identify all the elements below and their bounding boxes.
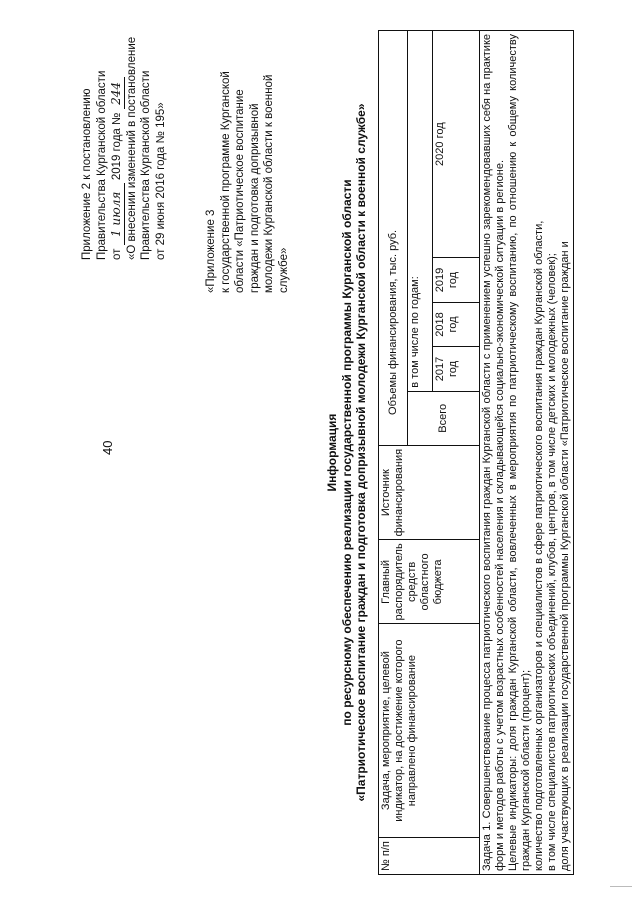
appendix-3-line-3: области «Патриотическое воспитание bbox=[234, 89, 246, 293]
indicator-4-text: доля участвующих в реализации государственной программы Курганской области «Патриотическое воспитание граждан и bbox=[559, 241, 571, 871]
handwritten-date: 1 июля bbox=[109, 183, 125, 245]
appendix-2-prefix: от bbox=[111, 248, 123, 260]
task-1-cell bbox=[480, 31, 574, 875]
header-source: Источник финансирования bbox=[379, 445, 480, 539]
appendix-2-line-1: Приложение 2 к постановлению bbox=[81, 88, 93, 260]
title-line-3: «Патриотическое воспитание граждан и подготовка допризывной молодежи Курганской области к военной службе» bbox=[354, 103, 368, 802]
header-year-2018: 2018 год bbox=[433, 302, 480, 346]
task-1-row bbox=[480, 31, 574, 875]
document-title bbox=[325, 30, 369, 875]
header-total: Всего bbox=[408, 391, 480, 445]
scan-edge-mark bbox=[610, 882, 632, 887]
handwritten-number: 244 bbox=[109, 77, 125, 109]
appendix-3-line-2: к государственной программе Курганской bbox=[219, 71, 232, 293]
appendix-3-line-1: «Приложение 3 bbox=[205, 209, 217, 293]
header-by-years: в том числе по годам: bbox=[408, 31, 433, 392]
appendix-2-line-5: Правительства Курганской области bbox=[140, 70, 152, 260]
header-number: № п/п bbox=[379, 837, 480, 874]
header-year-2019: 2019 год bbox=[433, 258, 480, 302]
header-year-2020: 2020 год bbox=[433, 31, 480, 258]
title-line-2: по ресурсному обеспечению реализации государственной программы Курганской области bbox=[339, 179, 354, 726]
appendix-2-mid: 2019 года № bbox=[111, 112, 123, 181]
funding-table bbox=[378, 30, 574, 875]
header-task: Задача, мероприятие, целевой индикатор, на достижение которого направлено финансирование bbox=[379, 624, 480, 837]
title-line-1: Информация bbox=[325, 413, 339, 492]
appendix-3-line-6: службе» bbox=[277, 247, 290, 293]
appendix-2-line-2: Правительства Курганской области bbox=[95, 70, 108, 260]
appendix-3-header bbox=[204, 33, 291, 293]
header-year-2017: 2017 год bbox=[433, 347, 480, 391]
appendix-3-line-5: молодежи Курганской области к военной bbox=[263, 74, 275, 293]
indicators-text: Целевые индикаторы: доля граждан Курганской области, вовлеченных в мероприятия по патриотическому воспитанию, по отношению к общему количеству граждан Курганской области (процент); bbox=[507, 34, 532, 871]
header-admin: Главный распорядитель средств областного бюджета bbox=[379, 540, 480, 624]
appendix-2-line-6: от 29 июня 2016 года № 195» bbox=[154, 102, 167, 260]
page-number: 40 bbox=[100, 440, 115, 455]
indicator-3-text: в том числе специалистов патриотических объединений, клубов, центров, в том числе детских и молодежных (человек); bbox=[546, 253, 558, 871]
task-1-text: Задача 1. Совершенствование процесса патриотического воспитания граждан Курганской области с применением успешно зарекомендовавших себя на практике форм и методов работы с учетом возрастных особенностей населения и складывающейся социально-экономической ситуации в регионе. bbox=[481, 34, 506, 871]
header-volume: Объемы финансирования, тыс. руб. bbox=[379, 31, 408, 446]
appendix-3-line-4: граждан и подготовка допризывной bbox=[248, 103, 261, 293]
appendix-2-line-4: «О внесении изменений в постановление bbox=[125, 36, 138, 260]
indicator-2-text: количество подготовленных организаторов и специалистов в сфере патриотического воспитания граждан Курганской области, bbox=[533, 220, 545, 871]
appendix-2-line-3 bbox=[109, 30, 125, 260]
appendix-2-header bbox=[80, 30, 168, 260]
table-header-row-1 bbox=[379, 31, 408, 875]
